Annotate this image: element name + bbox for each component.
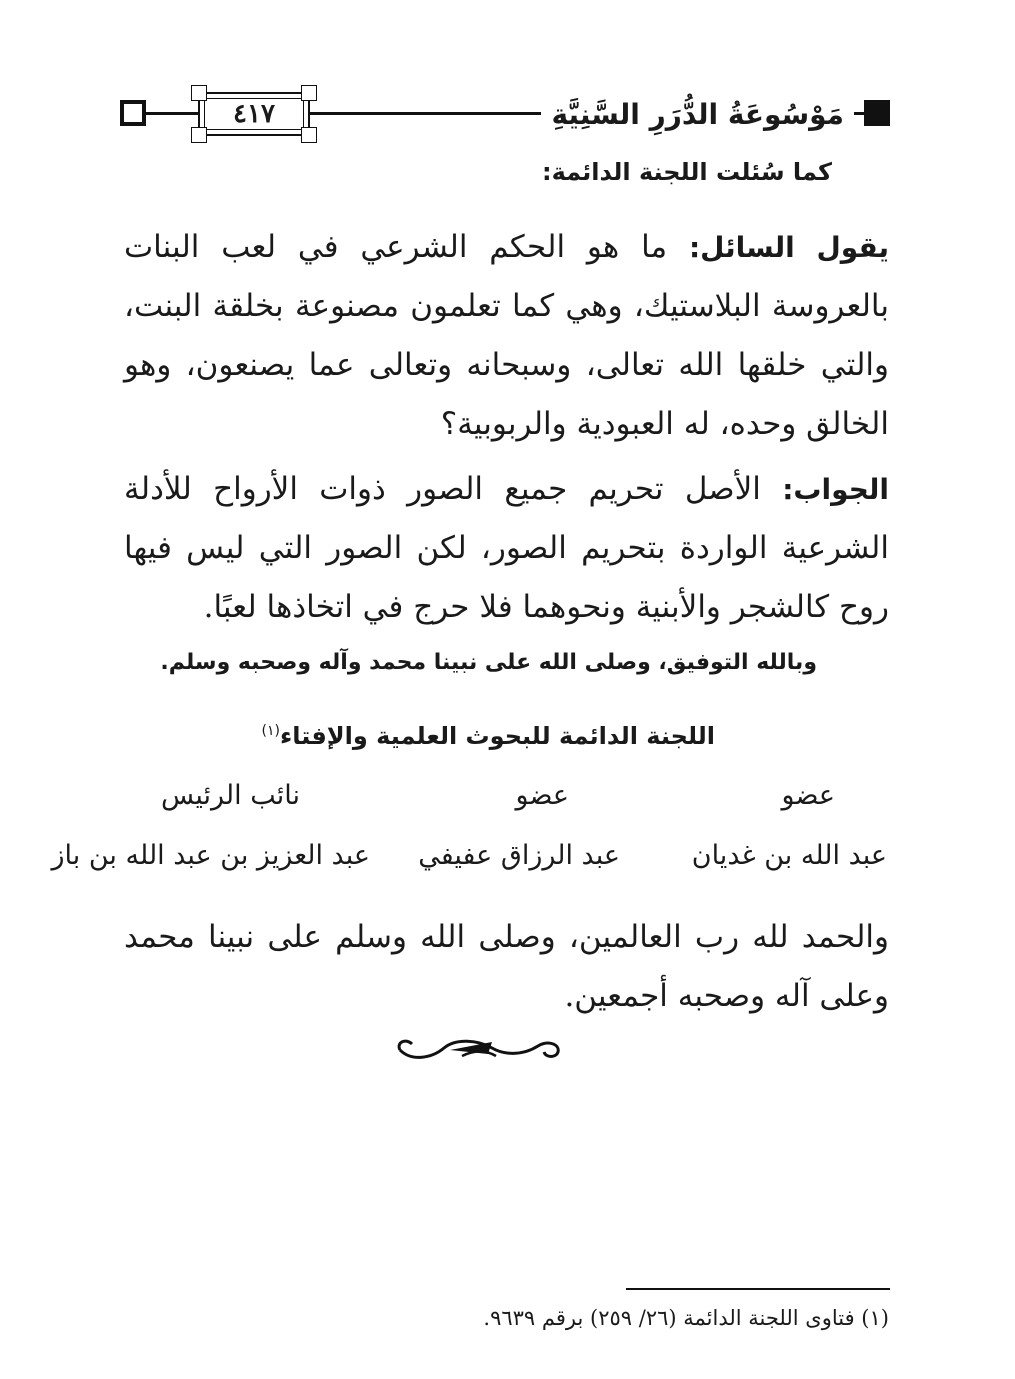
signatory-role: عضو: [781, 780, 835, 811]
question-paragraph: [124, 218, 889, 454]
page-number: ٤١٧: [233, 99, 275, 129]
signatory-role: نائب الرئيس: [160, 780, 300, 811]
ornament-divider-icon: [392, 1028, 567, 1068]
signatory-name: عبد الله بن غديان: [691, 840, 887, 871]
section-heading: كما سُئلت اللجنة الدائمة:: [542, 158, 832, 186]
footnote-rule: [626, 1288, 890, 1290]
series-title: مَوْسُوعَةُ الدُّرَرِ السَّنِيَّةِ: [541, 88, 854, 140]
signatory-role: عضو: [515, 780, 569, 811]
signatory-name: عبد الرزاق عفيفي: [418, 840, 620, 871]
footnote-text: (١) فتاوى اللجنة الدائمة (٢٦/ ٢٥٩) برقم ٩٦٣٩.: [483, 1306, 889, 1330]
answer-lead: الجواب:: [782, 473, 889, 506]
closing-prayer: وبالله التوفيق، وصلى الله على نبينا محمد وآله وصحبه وسلم.: [160, 650, 817, 675]
header-square-filled: [864, 100, 890, 126]
answer-text: الأصل تحريم جميع الصور ذوات الأرواح للأدلة الشرعية الواردة بتحريم الصور، لكن الصور التي ليس فيها روح كالشجر والأبنية ونحوهما فلا حرج في اتخاذها لعبًا.: [124, 471, 889, 625]
answer-paragraph: [124, 460, 889, 637]
page-header: [120, 88, 890, 140]
signatory-name: عبد العزيز بن عبد الله بن باز: [51, 840, 370, 871]
question-lead: يقول السائل:: [688, 231, 889, 264]
question-text: ما هو الحكم الشرعي في لعب البنات بالعروسة البلاستيك، وهي كما تعلمون مصنوعة بخلقة البنت، والتي خلقها الله تعالى، وسبحانه وتعالى عما يصنعون، وهو الخالق وحده، له العبودية والربوبية؟: [124, 229, 889, 442]
page-number-frame: [198, 92, 310, 136]
header-square-outline: [120, 100, 146, 126]
committee-name: اللجنة الدائمة للبحوث العلمية والإفتاء$^{(١)}$: [261, 722, 715, 750]
footnote-marker: (١): [261, 723, 280, 739]
final-praise: والحمد لله رب العالمين، وصلى الله وسلم على نبينا محمد وعلى آله وصحبه أجمعين.: [124, 919, 889, 1014]
